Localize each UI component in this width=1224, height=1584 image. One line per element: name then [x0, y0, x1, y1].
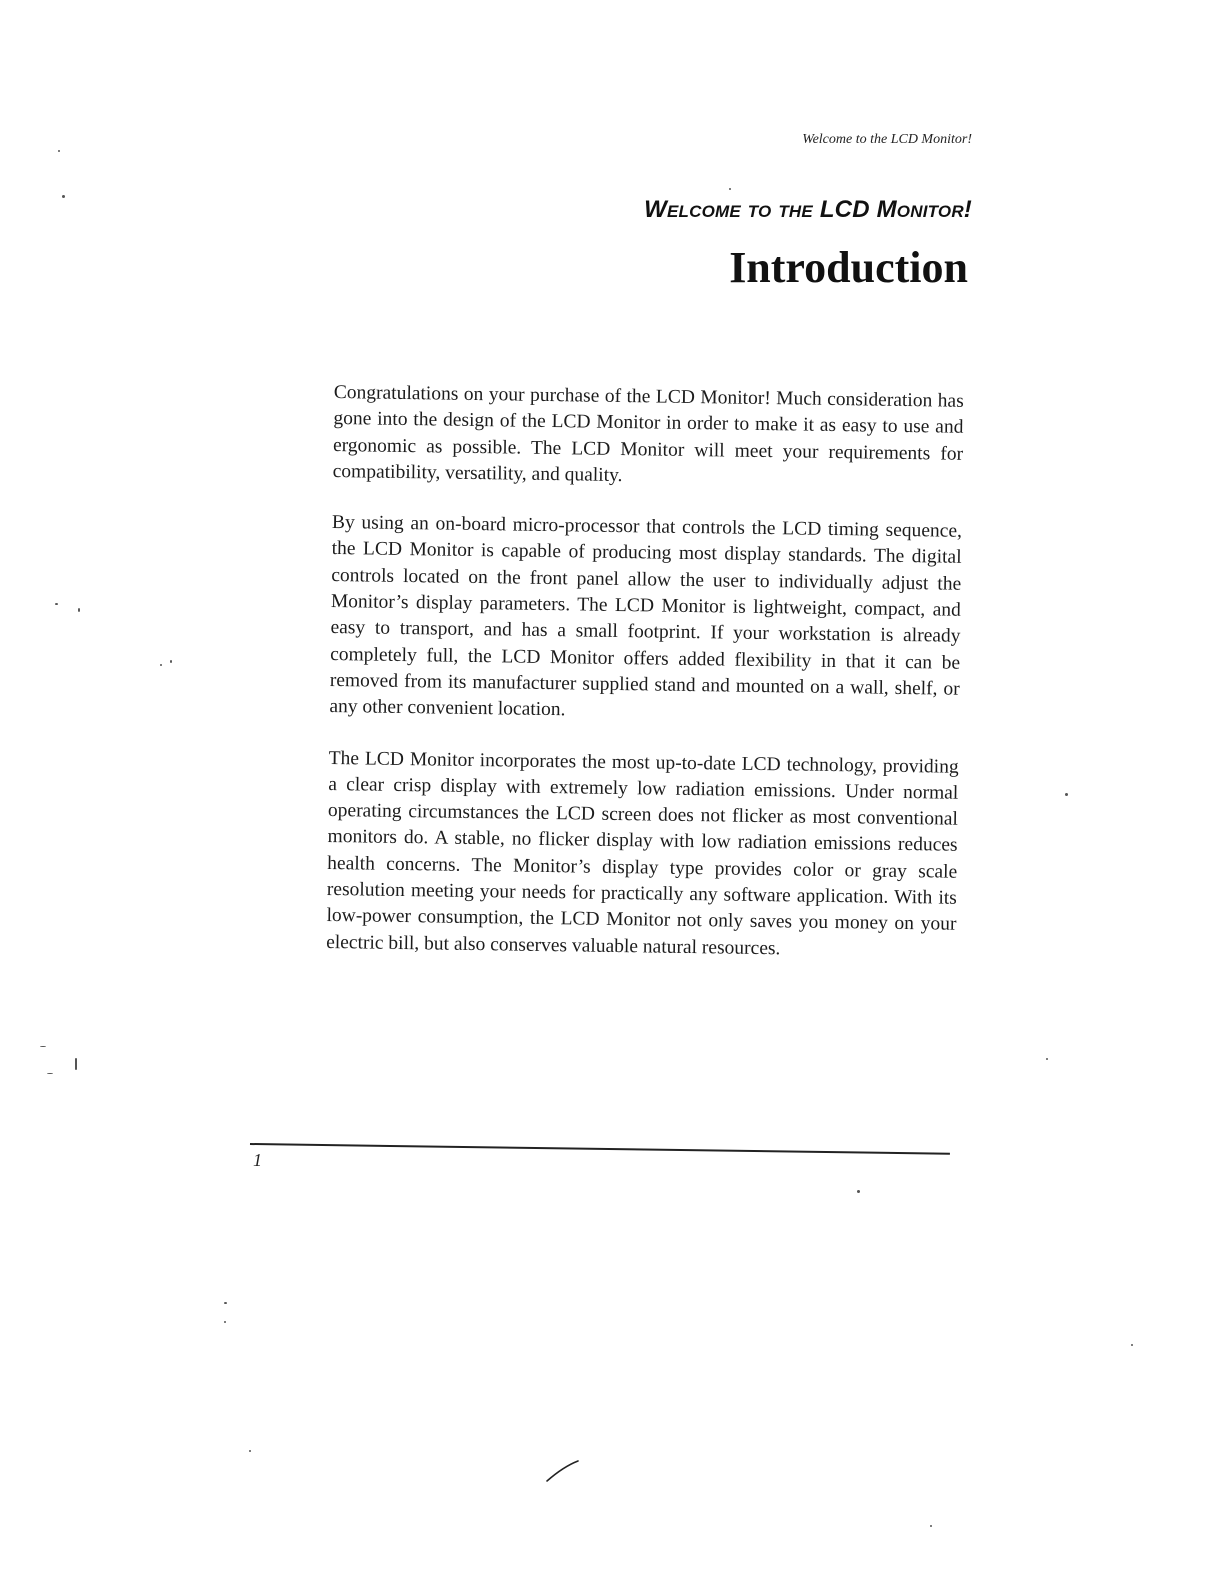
scan-speck	[930, 1525, 932, 1527]
scan-speck	[224, 1302, 227, 1304]
scan-speck	[170, 660, 172, 663]
scan-speck	[160, 664, 162, 666]
paragraph-3: The LCD Monitor incorporates the most up-to-date LCD technology, providing a clear crisp display with extremely low radiation emissions. Under normal operating circumstances the LCD screen does not flicker as most conventional monitors do. A stable, no flicker display with low radiation emissions reduces health concerns. The Monitor’s display type provides color or gray scale resolution meeting your needs for practically any software application. With its low-power consumption, the LCD Monitor not only saves you money on your electric bill, but also conserves valuable natural resources.	[326, 747, 959, 959]
scan-speck	[1131, 1344, 1133, 1346]
pen-stroke-mark	[545, 1458, 581, 1484]
running-header: Welcome to the LCD Monitor!	[802, 132, 972, 147]
body-text	[326, 380, 964, 990]
scan-speck	[58, 150, 60, 152]
scan-speck	[729, 188, 731, 190]
scan-speck	[1065, 793, 1068, 796]
chapter-title: Welcome to the LCD Monitor!	[644, 196, 972, 223]
scan-speck	[62, 195, 65, 198]
scan-speck	[224, 1321, 226, 1323]
page-number: 1	[253, 1150, 262, 1170]
footer-rule	[250, 1143, 950, 1155]
section-title: Introduction	[729, 243, 968, 292]
scan-speck	[47, 1073, 53, 1074]
paragraph-1: Congratulations on your purchase of the LCD Monitor! Much consideration has gone into the design of the LCD Monitor in order to make it as easy to use and ergonomic as possible. The LCD Monitor will meet your requirements for compatibility, versatility, and quality.	[332, 381, 964, 486]
scan-speck	[249, 1450, 251, 1452]
scan-speck	[78, 608, 80, 612]
paragraph-2: By using an on-board micro-processor that controls the LCD timing sequence, the LCD Monitor is capable of producing most display standards. The digital controls located on the front panel allow the user to individually adjust the Monitor’s display parameters. The LCD Monitor is lightweight, compact, and easy to transport, and has a small footprint. If your workstation is already completely full, the LCD Monitor offers added flexibility in that it can be removed from its manufacturer supplied stand and mounted on a wall, shelf, or any other convenient location.	[329, 512, 963, 721]
scan-speck	[1046, 1058, 1048, 1060]
scan-speck	[40, 1046, 46, 1047]
scan-speck	[75, 1058, 77, 1070]
scan-speck	[857, 1190, 860, 1193]
scan-speck	[55, 603, 58, 605]
